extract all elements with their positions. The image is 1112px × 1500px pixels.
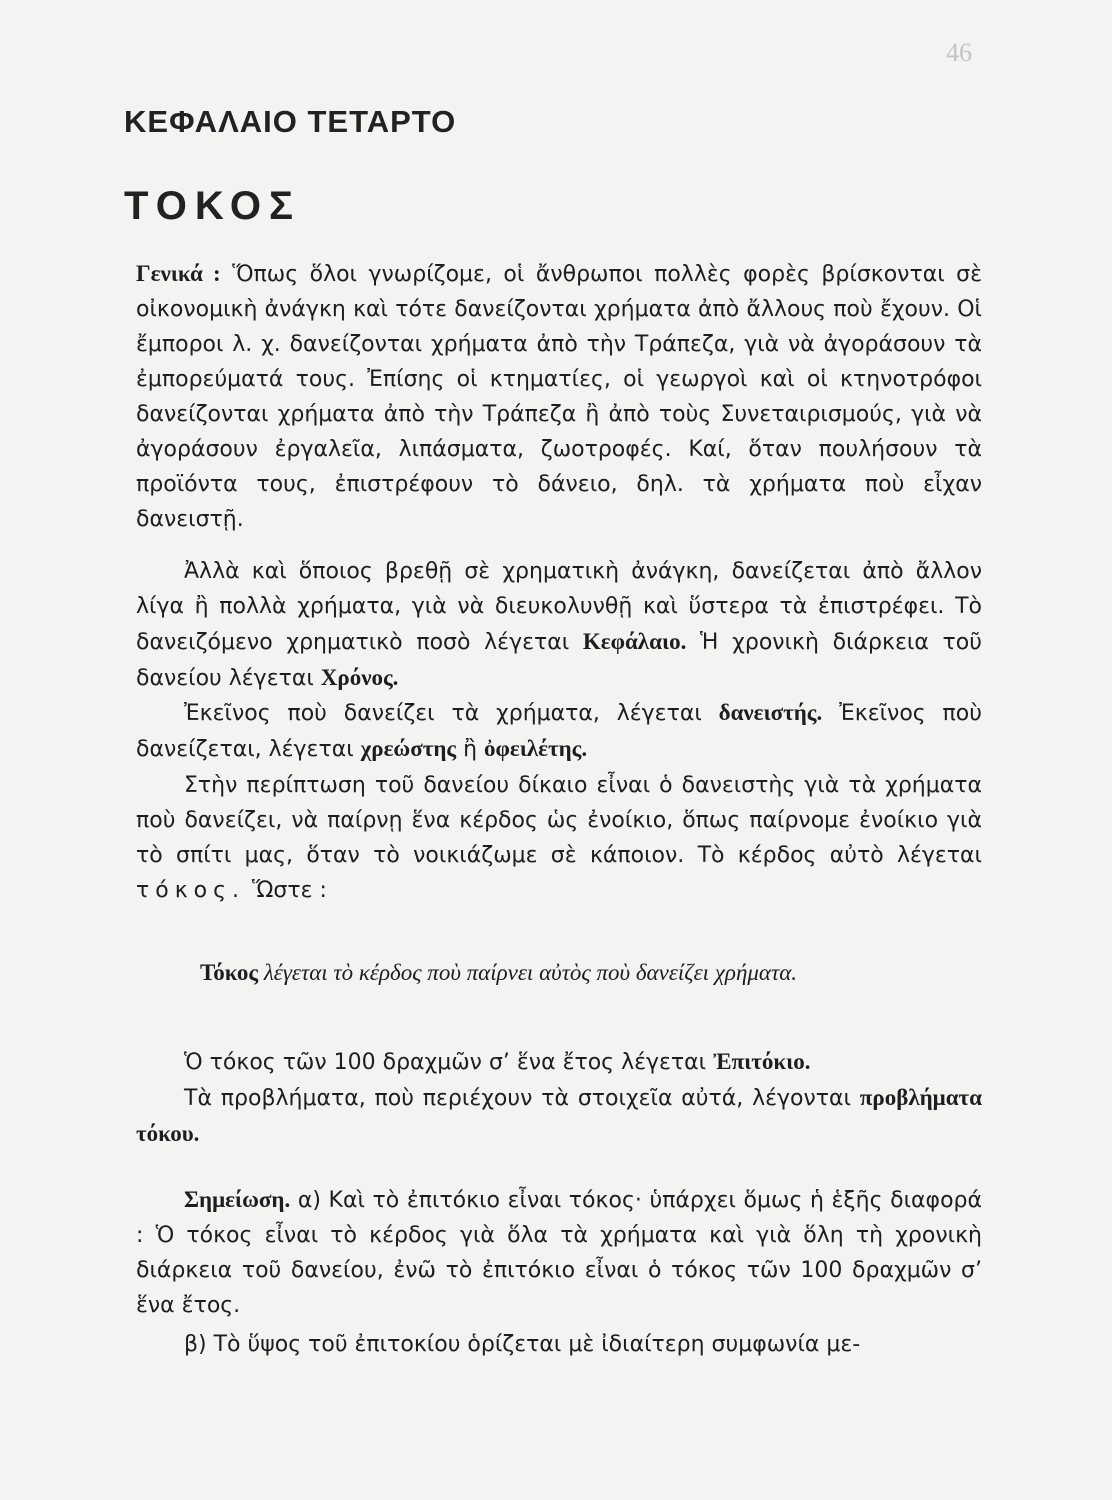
term-time: Χρόνος.	[320, 665, 399, 690]
page-number: 46	[946, 38, 972, 67]
definition-text: λέγεται τὸ κέρδος ποὺ παίρνει αὐτὸς ποὺ δανείζει χρήματα.	[258, 960, 798, 985]
paragraph-interest-problems	[136, 1080, 982, 1152]
term-capital: Κεφάλαιο.	[582, 629, 687, 654]
intro-paragraph	[136, 256, 982, 537]
note-b-paragraph	[136, 1327, 982, 1362]
paragraph-interest-rate	[136, 1044, 982, 1080]
para6-text: Τὰ προβλήματα, ποὺ περιέχουν τὰ στοιχεῖα αὐτά, λέγονται	[184, 1086, 860, 1111]
para4-text-2: Ὥστε :	[245, 878, 327, 903]
term-interest-rate: Ἐπιτόκιο.	[713, 1049, 811, 1074]
intro-label: Γενικά :	[136, 261, 221, 286]
para2-text: Ἀλλὰ καὶ ὅποιος βρεθῇ σὲ χρηματικὴ ἀνάγκη, δανείζεται ἀπὸ ἄλλον λίγα ἢ πολλὰ χρήματα, γιὰ νὰ διευκολυνθῇ καὶ ὕστερα τὰ ἐπιστρέφει. Τὸ δανειζόμενο χρηματικὸ ποσὸ λέγεται	[136, 559, 982, 655]
intro-text: Ὅπως ὅλοι γνωρίζομε, οἱ ἄνθρωποι πολλὲς φορὲς βρίσκονται σὲ οἰκονομικὴ ἀνάγκη καὶ τότε δανείζονται χρήματα ἀπὸ ἄλλους ποὺ ἔχουν. Οἱ ἔμποροι λ. χ. δανείζονται χρήματα ἀπὸ τὴν Τράπεζα, γιὰ νὰ ἀγοράσουν τὰ ἐμπορεύματά τους. Ἐπίσης οἱ κτηματίες, οἱ γεωργοὶ καὶ οἱ κτηνοτρόφοι δανείζονται χρήματα ἀπὸ τὴν Τράπεζα ἢ ἀπὸ τοὺς Συνεταιρισμούς, γιὰ νὰ ἀγοράσουν ἐργαλεῖα, λιπάσματα, ζωοτροφές. Καί, ὅταν πουλήσουν τὰ προϊόντα τους, ἐπιστρέφουν τὸ δάνειο, δηλ. τὰ χρήματα ποὺ εἶχαν δανειστῇ.	[136, 262, 982, 532]
paragraph-capital-time	[136, 554, 982, 696]
chapter-title: ΚΕΦΑΛΑΙΟ ΤΕΤΑΡΤΟ	[124, 104, 457, 139]
term-interest-problems: προβλήματα τόκου.	[136, 1085, 982, 1146]
term-lender: δανειστής.	[718, 700, 823, 725]
note-text: α) Καὶ τὸ ἐπιτόκιο εἶναι τόκος· ὑπάρχει ὅμως ἡ ἑξῆς διαφορά : Ὁ τόκος εἶναι τὸ κέρδος γιὰ ὅλα τὰ χρήματα καὶ γιὰ ὅλη τὴ χρονικὴ διάρκεια τοῦ δανείου, ἐνῶ τὸ ἐπιτόκιο εἶναι ὁ τόκος τῶν 100 δραχμῶν σ’ ἕνα ἔτος.	[136, 1188, 982, 1318]
para5-text: Ὁ τόκος τῶν 100 δραχμῶν σ’ ἕνα ἔτος λέγεται	[184, 1050, 714, 1075]
term-interest-spaced: τόκος.	[136, 878, 246, 903]
para3-text: Ἐκεῖνος ποὺ δανείζει τὰ χρήματα, λέγεται	[184, 701, 719, 726]
note-paragraph	[136, 1182, 982, 1323]
para4-text: Στὴν περίπτωση τοῦ δανείου δίκαιο εἶναι ὁ δανειστὴς γιὰ τὰ χρήματα ποὺ δανείζει, νὰ παίρνῃ ἕνα κέρδος ὡς ἐνοίκιο, ὅπως παίρνομε ἐνοίκιο γιὰ τὸ σπίτι μας, ὅταν τὸ νοικιάζωμε σὲ κάποιον. Τὸ κέρδος αὐτὸ λέγεται	[136, 773, 982, 868]
topic-title: ΤΟΚΟΣ	[124, 184, 301, 228]
definition-term: Τόκος	[200, 960, 259, 985]
para3-text-2: Ἐκεῖνος ποὺ δανείζεται, λέγεται	[136, 701, 982, 762]
para2-text-2: Ἡ χρονικὴ διάρκεια τοῦ δανείου λέγεται	[136, 630, 982, 691]
paragraph-interest-explanation	[136, 768, 982, 908]
interest-definition	[200, 960, 797, 986]
note-label: Σημείωση.	[184, 1187, 291, 1212]
paragraph-lender-debtor	[136, 695, 982, 767]
term-debtor: χρεώστης	[360, 736, 457, 761]
para3-text-3: ἢ	[456, 737, 485, 762]
note-b-text: β) Τὸ ὕψος τοῦ ἐπιτοκίου ὁρίζεται μὲ ἰδιαίτερη συμφωνία με-	[184, 1332, 861, 1357]
term-obligor: ὀφειλέτης.	[484, 736, 588, 761]
